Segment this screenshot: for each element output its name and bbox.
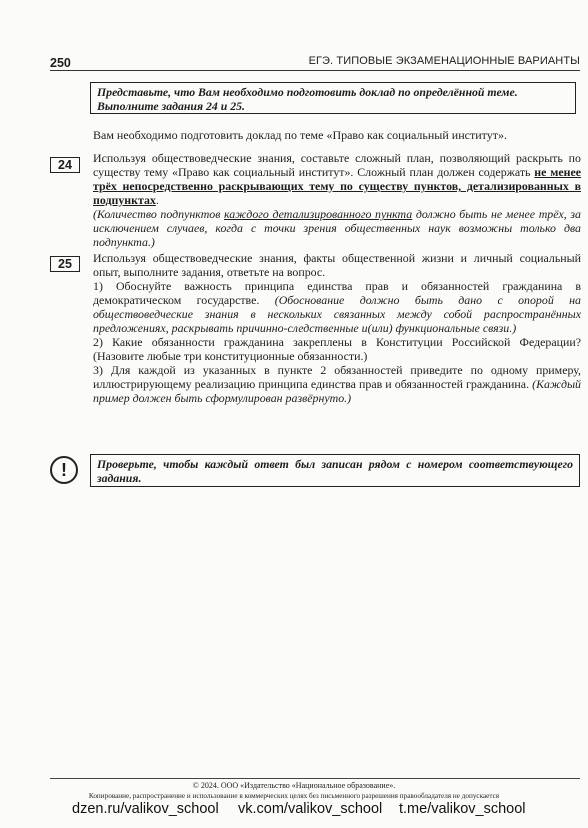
task-24-main: Используя обществоведческие знания, составьте сложный план, позволяющий раскрыть по существу тему «Право как социальный институт». Сложный план должен содержать xyxy=(93,151,581,179)
link-telegram[interactable]: t.me/valikov_school xyxy=(399,801,526,817)
reminder-box xyxy=(90,454,580,487)
link-vk[interactable]: vk.com/valikov_school xyxy=(238,801,383,817)
intro-text: Представьте, что Вам необходимо подготовить доклад по определённой теме. Выполните задания 24 и 25. xyxy=(97,85,518,113)
task-24-note xyxy=(93,207,581,249)
task-25-item-1-text: 1) Обоснуйте важность принципа единства прав и обязанностей гражданина в демократическом государстве. xyxy=(93,279,581,307)
task-24-note-start: (Количество подпунктов xyxy=(93,207,225,221)
task-25-item-3 xyxy=(93,363,581,405)
topic-line: Вам необходимо подготовить доклад по теме «Право как социальный институт». xyxy=(93,128,507,142)
task-25-item-3-note: (Каждый пример должен быть сформулирован развёрнуто.) xyxy=(93,377,581,405)
intro-box xyxy=(90,82,576,114)
exclamation-icon: ! xyxy=(50,456,78,484)
task-25-item-2: 2) Какие обязанности гражданина закреплены в Конституции Российской Федерации? (Назовите любые три конституционные обязанности.) xyxy=(93,335,581,363)
task-25-item-1-note: (Обоснование должно быть дано с опорой на обществоведческие знания в нескольких связанных между собой распространённых предложениях, раскрывать причинно-следственные и(или) функциональные связи.) xyxy=(93,293,581,335)
task-25-text xyxy=(93,251,581,405)
reminder-text: Проверьте, чтобы каждый ответ был записан рядом с номером соответствующего задания. xyxy=(97,457,573,485)
task-25-intro: Используя обществоведческие знания, факты общественной жизни и личный социальный опыт, выполните задания, ответьте на вопрос. xyxy=(93,251,581,279)
task-24-text xyxy=(93,151,581,249)
footer-rule xyxy=(50,778,580,779)
task-24-period: . xyxy=(155,193,159,207)
task-24-note-end: должно быть не менее трёх, за исключением случаев, когда с точки зрения общественных наук возможны только два подпункта.) xyxy=(93,207,581,249)
task-25-item-1 xyxy=(93,279,581,335)
link-dzen[interactable]: dzen.ru/valikov_school xyxy=(72,801,219,817)
task-25-item-3-text: 3) Для каждой из указанных в пункте 2 обязанностей приведите по одному примеру, иллюстрирующему реализацию принципа единства прав и обязанностей гражданина. xyxy=(93,363,581,391)
task-24-requirement: не менее трёх непосредственно раскрывающих тему по существу пунктов, детализированных в подпунктах xyxy=(93,165,582,207)
copyright-notice: Копирование, распространение и использование в коммерческих целях без письменного разрешения правообладателя не допускается xyxy=(88,792,500,800)
copyright: © 2024. ООО «Издательство «Национальное образование». xyxy=(192,781,396,790)
task-25-number: 25 xyxy=(50,256,80,272)
task-24-note-underlined: каждого детализированного пункта xyxy=(224,207,413,221)
task-24-body xyxy=(93,151,581,207)
page-number: 250 xyxy=(50,56,71,70)
task-24-number: 24 xyxy=(50,157,80,173)
header-rule xyxy=(50,70,580,71)
running-title: ЕГЭ. ТИПОВЫЕ ЭКЗАМЕНАЦИОННЫЕ ВАРИАНТЫ xyxy=(308,55,580,67)
